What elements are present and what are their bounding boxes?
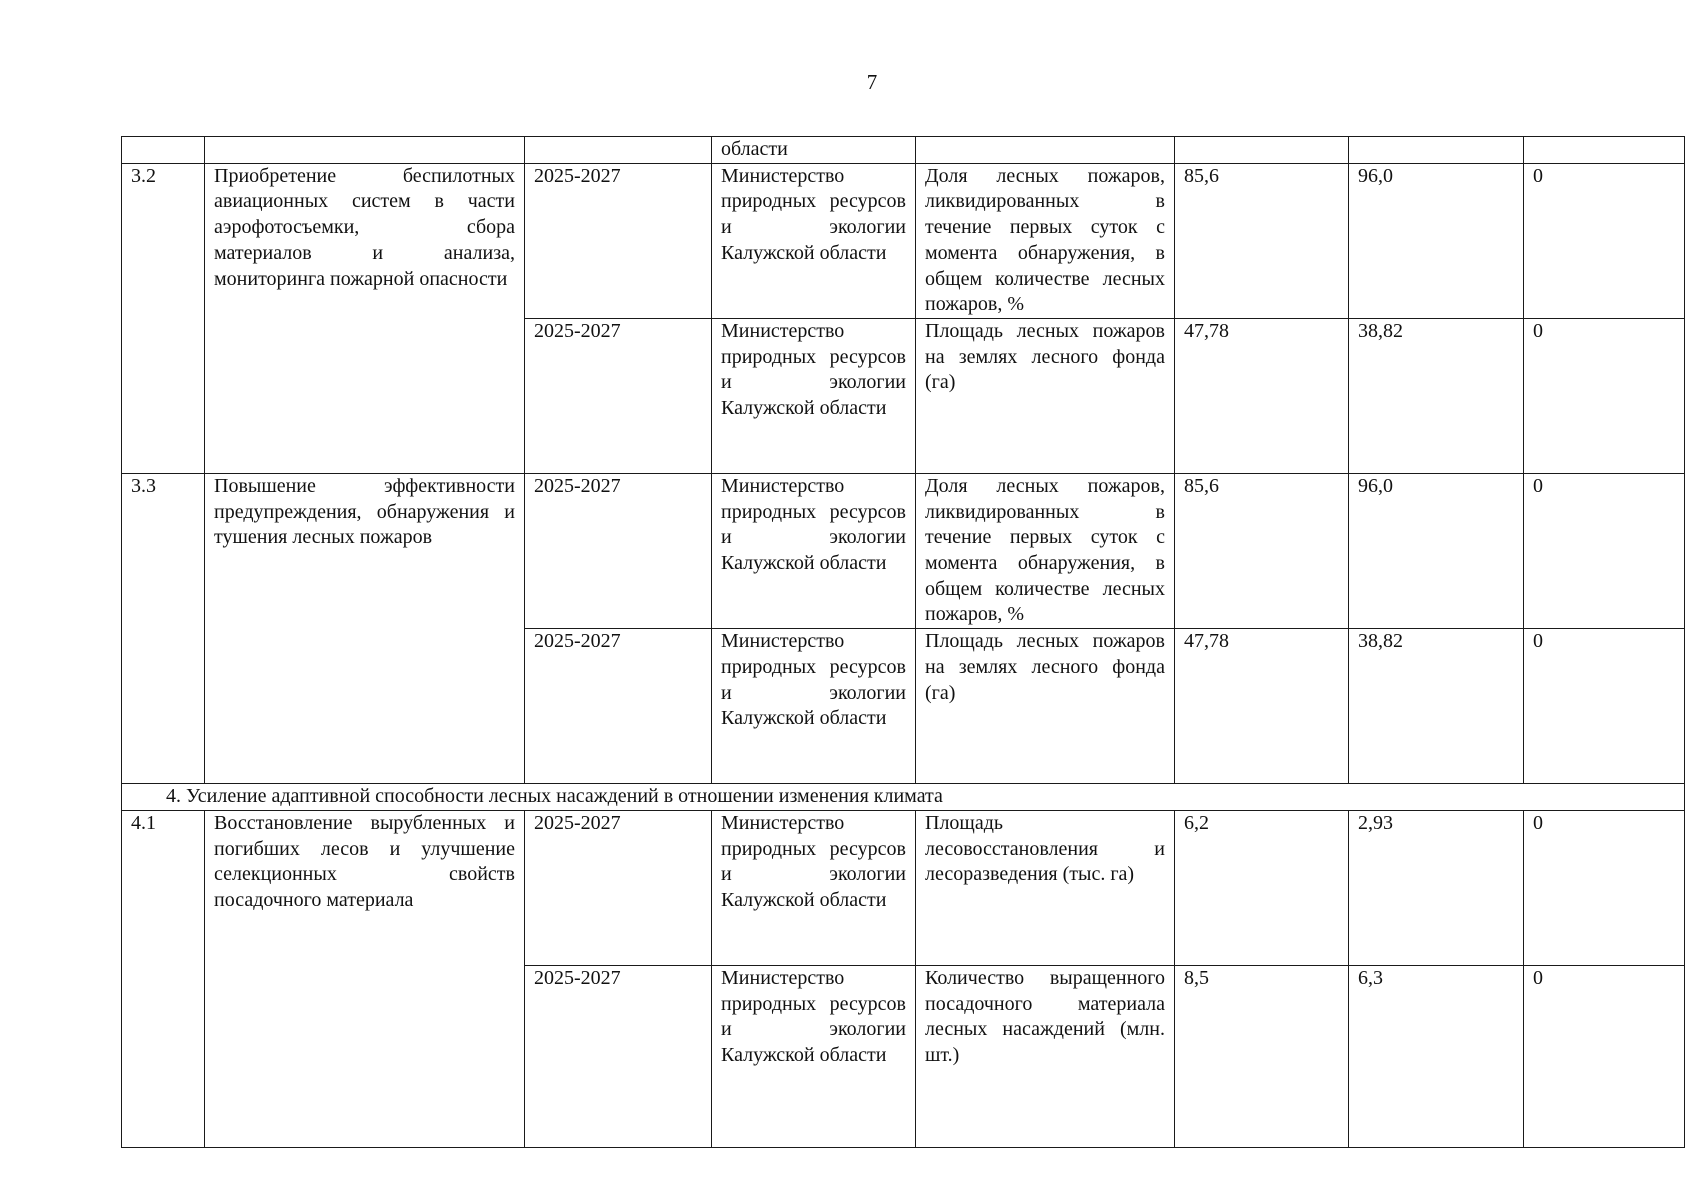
cell-period: 2025-2027 — [525, 473, 712, 628]
cell-value-1: 47,78 — [1175, 629, 1349, 784]
cell-measure: Приобретение беспилотных авиационных систем в части аэрофотосъемки, сбора материалов и анализа, мониторинга пожарной опасности — [205, 163, 525, 473]
cell-responsible: Министерство природных ресурсов и экологии Калужской области — [712, 318, 916, 473]
cell-value-2: 38,82 — [1349, 629, 1524, 784]
cell-value-3: 0 — [1524, 629, 1685, 784]
cell-value-2: 2,93 — [1349, 810, 1524, 965]
cell-value-1 — [1175, 137, 1349, 164]
cell-no: 4.1 — [122, 810, 205, 1147]
section-heading: 4. Усиление адаптивной способности лесных насаждений в отношении изменения климата — [122, 784, 1685, 811]
cell-period: 2025-2027 — [525, 629, 712, 784]
cell-value-2: 6,3 — [1349, 965, 1524, 1147]
cell-no — [122, 137, 205, 164]
cell-indicator: Площадь лесовосстановления и лесоразведения (тыс. га) — [916, 810, 1175, 965]
cell-period: 2025-2027 — [525, 318, 712, 473]
cell-responsible: Министерство природных ресурсов и экологии Калужской области — [712, 810, 916, 965]
table-row — [122, 473, 1685, 628]
cell-value-2 — [1349, 137, 1524, 164]
cell-responsible: Министерство природных ресурсов и экологии Калужской области — [712, 629, 916, 784]
cell-value-3 — [1524, 137, 1685, 164]
cell-measure: Повышение эффективности предупреждения, обнаружения и тушения лесных пожаров — [205, 473, 525, 783]
cell-value-1: 47,78 — [1175, 318, 1349, 473]
cell-indicator: Доля лесных пожаров, ликвидированных в течение первых суток с момента обнаружения, в общем количестве лесных пожаров, % — [916, 163, 1175, 318]
cell-no: 3.2 — [122, 163, 205, 473]
cell-period — [525, 137, 712, 164]
cell-value-3: 0 — [1524, 318, 1685, 473]
cell-value-3: 0 — [1524, 473, 1685, 628]
cell-no: 3.3 — [122, 473, 205, 783]
cell-value-1: 8,5 — [1175, 965, 1349, 1147]
cell-value-1: 85,6 — [1175, 163, 1349, 318]
cell-value-3: 0 — [1524, 810, 1685, 965]
cell-value-3: 0 — [1524, 163, 1685, 318]
measures-table — [121, 136, 1685, 1148]
cell-value-3: 0 — [1524, 965, 1685, 1147]
cell-responsible: области — [712, 137, 916, 164]
cell-value-2: 38,82 — [1349, 318, 1524, 473]
cell-value-1: 6,2 — [1175, 810, 1349, 965]
cell-value-2: 96,0 — [1349, 163, 1524, 318]
page-number: 7 — [866, 70, 878, 94]
cell-indicator: Площадь лесных пожаров на землях лесного фонда (га) — [916, 629, 1175, 784]
table-row-continuation — [122, 137, 1685, 164]
cell-measure — [205, 137, 525, 164]
cell-responsible: Министерство природных ресурсов и экологии Калужской области — [712, 163, 916, 318]
cell-indicator: Доля лесных пожаров, ликвидированных в течение первых суток с момента обнаружения, в общем количестве лесных пожаров, % — [916, 473, 1175, 628]
cell-responsible: Министерство природных ресурсов и экологии Калужской области — [712, 473, 916, 628]
cell-measure: Восстановление вырубленных и погибших лесов и улучшение селекционных свойств посадочного материала — [205, 810, 525, 1147]
cell-value-1: 85,6 — [1175, 473, 1349, 628]
cell-period: 2025-2027 — [525, 163, 712, 318]
cell-value-2: 96,0 — [1349, 473, 1524, 628]
section-heading-row — [122, 784, 1685, 811]
cell-period: 2025-2027 — [525, 810, 712, 965]
cell-responsible: Министерство природных ресурсов и экологии Калужской области — [712, 965, 916, 1147]
cell-period: 2025-2027 — [525, 965, 712, 1147]
cell-indicator: Площадь лесных пожаров на землях лесного фонда (га) — [916, 318, 1175, 473]
table-row — [122, 163, 1685, 318]
table-row — [122, 810, 1685, 965]
cell-indicator — [916, 137, 1175, 164]
cell-indicator: Количество выращенного посадочного материала лесных насаждений (млн. шт.) — [916, 965, 1175, 1147]
